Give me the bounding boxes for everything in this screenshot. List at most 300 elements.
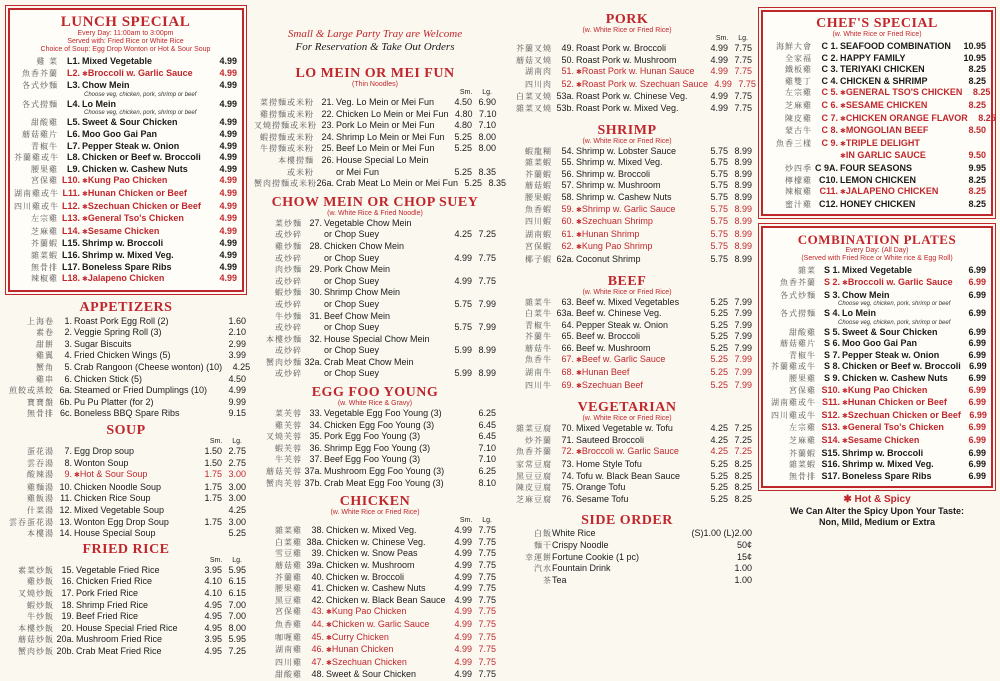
price-small: 5.25: [710, 470, 728, 481]
item-price: 8.50: [968, 125, 986, 136]
chinese-name: 蝦芙蓉: [275, 443, 302, 453]
item-name: Crab Meat Lo Mein or Mei Fun: [336, 178, 459, 189]
item-code: 25.: [321, 143, 334, 154]
item-name: Veggie Spring Roll (3): [74, 327, 162, 338]
item-code: 52.: [561, 78, 574, 89]
menu-item: [502, 78, 756, 92]
chinese-name: 宮保雞: [275, 607, 302, 617]
menu-item: [768, 327, 986, 339]
soup-size-header: [6, 438, 246, 446]
item-code: 51.: [561, 66, 574, 77]
spicy-icon: ✱: [326, 634, 332, 642]
lunch-sub-soup: Choice of Soup: Egg Drop Wonton or Hot & Sour Soup: [40, 46, 211, 53]
chinese-name: 蘑菇雞片: [22, 129, 58, 139]
item-code: 39a.: [306, 560, 324, 570]
price-small: 5.25: [710, 331, 728, 342]
menu-item: [6, 339, 246, 351]
menu-item: [6, 458, 246, 470]
item-price: 6.45: [478, 431, 496, 442]
price-small: 1.75: [204, 493, 222, 504]
chinese-name: 雜菜蝦: [31, 250, 58, 260]
price-small: 4.99: [454, 252, 472, 263]
item-code: C 9.: [821, 137, 838, 148]
menu-item: [254, 560, 496, 572]
menu-item: [254, 595, 496, 607]
menu-item: [768, 53, 986, 65]
price-large: 7.99: [734, 354, 752, 365]
chinese-name: 陳皮雞: [785, 113, 812, 123]
item-code: 8.: [64, 457, 72, 468]
spicy-icon: ✱: [840, 90, 846, 98]
price-large: 7.99: [734, 342, 752, 353]
item-name: Chicken Noodle Soup: [74, 481, 162, 492]
item-name: Pork Egg Foo Young (3): [324, 431, 421, 442]
chinese-name: 蟹肉撈麵或米粉: [254, 179, 317, 189]
menu-item: [502, 192, 752, 204]
menu-item: [6, 408, 246, 420]
price-large: 7.75: [734, 43, 752, 53]
item-name: Szechuan Beef: [581, 379, 643, 390]
item-name: House Special Chow Mein: [324, 333, 430, 344]
chefs-special-title: CHEF'S SPECIAL: [816, 16, 938, 31]
item-name: Beef Lo Mein or Mei Fun: [336, 143, 435, 154]
menu-item: [768, 125, 986, 138]
chinese-name: 蝦龍糊: [525, 146, 552, 156]
price-large: 7.75: [734, 66, 752, 77]
price-large: 8.99: [734, 253, 752, 264]
menu-item: [768, 422, 986, 435]
item-code: C 7.: [821, 112, 838, 123]
spicy-icon: ✱: [326, 659, 332, 667]
menu-item: [254, 311, 496, 323]
item-code: 38a.: [306, 536, 324, 547]
price-small: 4.99: [454, 536, 472, 547]
item-code: S 7.: [823, 349, 840, 360]
menu-item: [6, 646, 246, 658]
item-price: 9.50: [968, 150, 986, 161]
item-price: 6.99: [968, 384, 986, 395]
spicy-icon: ✱: [842, 412, 848, 420]
item-code: 21.: [321, 97, 334, 107]
chinese-name: 雜菜蝦: [525, 158, 552, 168]
item-name: CHICKEN & SHRIMP: [840, 75, 928, 86]
shrimp-title: SHRIMP: [597, 122, 657, 138]
price-small: 4.99: [454, 669, 472, 680]
price-small: 4.99: [710, 91, 728, 102]
chinese-name: 海鮮大會: [776, 42, 812, 51]
item-name: General Tso's Chicken: [87, 213, 184, 224]
menu-item: [502, 528, 752, 540]
item-name: Shrimp Egg Foo Young (3): [324, 442, 431, 453]
item-name: Beef w. Chinese Veg.: [576, 308, 662, 319]
chinese-name: 腰果雞: [275, 584, 302, 594]
price-small: 5.25: [710, 354, 728, 365]
item-price: 50¢: [736, 540, 752, 550]
chinese-name: 雞翼: [36, 351, 54, 361]
spicy-icon: ✱: [82, 190, 88, 198]
item-name: Shrimp w. Broccoli: [842, 447, 924, 458]
item-name: Sesame Tofu: [576, 493, 629, 504]
item-code: 55.: [561, 157, 574, 168]
chinese-name: 各式撈麵: [22, 99, 58, 109]
item-price: 4.99: [219, 128, 237, 139]
price-large: 3.00: [228, 516, 246, 527]
item-name: Crispy Noodle: [552, 540, 609, 550]
chinese-name: 宮保蝦: [525, 242, 552, 252]
item-code: 31.: [309, 310, 322, 321]
spicy-icon: ✱: [576, 81, 582, 89]
item-code: S 3.: [823, 289, 840, 300]
price-small: 5.25: [710, 319, 728, 330]
chinese-name: 雞芙蓉: [275, 420, 302, 430]
price-large: 7.10: [478, 120, 496, 131]
item-code: 45.: [311, 631, 324, 642]
item-note: Choose veg, chicken, pork, shrimp or beef: [84, 91, 197, 98]
item-code: 29.: [309, 264, 322, 275]
item-price: 3.99: [228, 350, 246, 361]
item-name: Hunan Chicken or Beef: [847, 397, 947, 408]
item-price: 6.25: [478, 466, 496, 477]
chinese-name: 咖喱雞: [275, 632, 302, 642]
lo-mein-lg-label: Lg.: [482, 89, 492, 96]
chinese-name: 各式炒麵: [22, 81, 58, 91]
chinese-name: 芥蘭雞: [275, 572, 302, 582]
item-code: 57.: [561, 180, 574, 191]
menu-item: [254, 606, 496, 619]
item-name: Pork Lo Mein or Mei Fun: [336, 120, 435, 131]
item-name: Shrimp Fried Rice: [76, 599, 149, 610]
chinese-name: 煎餃或蒸餃: [9, 386, 54, 396]
chinese-name: 魚香三樣: [776, 138, 812, 148]
item-name: Shrimp w. Mixed Veg.: [576, 157, 663, 168]
price-large: 3.00: [228, 469, 246, 480]
item-price: 8.25: [968, 99, 986, 110]
menu-item: [254, 264, 496, 276]
item-code: 67.: [561, 354, 574, 365]
item-name: or Chop Suey: [324, 322, 380, 333]
item-name: Chicken w. Cashew Nuts: [326, 583, 426, 594]
shrimp-list: [502, 146, 752, 266]
item-price: 6.99: [968, 338, 986, 349]
item-code: S14.: [821, 435, 840, 446]
menu-item: [254, 253, 496, 265]
menu-item: [502, 180, 752, 192]
chinese-name: 或炒碎: [275, 230, 302, 240]
chinese-name: 本樓湯: [27, 529, 54, 539]
chinese-name: 蘑菇雞片: [780, 339, 816, 349]
chinese-name: 炒四季: [785, 163, 812, 173]
item-price: 4.99: [219, 175, 237, 186]
item-code: S 5.: [823, 326, 840, 337]
item-name: or Chop Suey: [324, 275, 380, 286]
hot-spicy-label: Hot & Spicy: [854, 494, 911, 506]
item-name: Chicken w. Black Bean Sauce: [326, 594, 446, 605]
price-large: 7.75: [478, 536, 496, 547]
item-code: 20.: [61, 622, 74, 633]
item-code: 1.: [64, 315, 72, 326]
item-price: 4.99: [228, 385, 246, 396]
menu-item: [14, 141, 237, 153]
chinese-name: 雞炒麵: [275, 241, 302, 251]
spicy-icon: ✱: [840, 189, 846, 197]
menu-item: [768, 199, 986, 211]
menu-item: [254, 334, 496, 346]
spicy-icon: ✱: [840, 115, 846, 123]
menu-item: [502, 308, 752, 320]
chinese-name: 素卷: [36, 328, 54, 338]
item-name: Mushroom Egg Foo Young (3): [324, 466, 445, 477]
menu-item: [768, 41, 986, 53]
spicy-icon: ✱: [326, 609, 332, 617]
item-name: Mushroom Fried Rice: [76, 634, 163, 645]
menu-item: [254, 478, 496, 490]
price-small: 4.25: [710, 423, 728, 434]
item-code: C 4.: [821, 75, 838, 86]
price-small: 5.75: [710, 145, 728, 156]
price-small: 4.25: [454, 229, 472, 240]
item-code: 40.: [311, 571, 324, 582]
item-code: L18.: [61, 273, 80, 284]
price-large: 7.75: [734, 91, 752, 102]
chefs-special-box: [761, 10, 996, 216]
menu-item: [254, 276, 496, 288]
menu-item: [14, 117, 237, 129]
chinese-name: 左宗雞: [31, 214, 58, 224]
menu-item: [502, 423, 752, 435]
chinese-name: 蘑菇蝦: [525, 181, 552, 191]
spicy-icon: ✱: [842, 438, 848, 446]
chinese-name: 雞麵湯: [27, 482, 54, 492]
fried-rice-lg-label: Lg.: [232, 556, 242, 564]
chinese-name: 芝麻豆腐: [516, 494, 552, 504]
menu-item: [768, 308, 986, 320]
menu-item: [768, 64, 986, 76]
lo-mein-size-header: [254, 89, 496, 97]
chinese-name: 湖南雞或牛: [14, 188, 59, 198]
price-large: 8.99: [734, 203, 752, 214]
chefs-special-list: [768, 41, 996, 210]
menu-item: [14, 68, 237, 81]
price-large: 7.75: [478, 669, 496, 680]
price-large: 8.99: [734, 180, 752, 191]
item-code: C 9A.: [814, 162, 838, 173]
chinese-name: 蝦撈麵或米粉: [260, 132, 314, 142]
item-name: Mixed Vegetable: [842, 265, 913, 276]
chinese-name: 牛撈麵或米粉: [260, 144, 314, 154]
spicy-note-line2: Non, Mild, Medium or Extra: [818, 517, 935, 528]
chinese-name: 青椒牛: [31, 141, 58, 151]
item-name: Beef w. Mushroom: [576, 342, 651, 353]
menu-item: [502, 43, 752, 55]
menu-item: [502, 157, 752, 169]
spicy-icon: ✱: [576, 69, 582, 77]
price-large: 8.99: [734, 216, 752, 227]
item-code: S 9.: [823, 373, 840, 384]
chinese-name: 或炒碎: [275, 276, 302, 286]
combination-plates-title: COMBINATION PLATES: [797, 232, 957, 248]
item-price: 7.10: [478, 454, 496, 465]
chinese-name: 蛋花湯: [27, 447, 54, 457]
item-price: 6.99: [968, 308, 986, 319]
chinese-name: 辣椒雞: [785, 187, 812, 197]
menu-item: [6, 611, 246, 623]
menu-item: [14, 201, 237, 214]
menu-item: [768, 385, 986, 398]
item-code: L3.: [66, 80, 80, 91]
item-code: 26.: [321, 154, 334, 165]
item-code: 30.: [309, 287, 322, 298]
item-name: Fortune Cookie (1 pc): [552, 551, 640, 562]
chinese-name: 陳皮豆腐: [516, 483, 552, 493]
chinese-name: 檸檬雞: [785, 175, 812, 185]
menu-item: [502, 343, 752, 355]
pepper-icon: ✱: [843, 494, 852, 506]
menu-item: [502, 204, 752, 217]
pork-size-header: [502, 35, 752, 43]
menu-item: [254, 143, 496, 155]
menu-item: [768, 112, 996, 126]
item-code: 22.: [321, 108, 334, 119]
item-name: Crab Rangoon (Cheese wonton) (10): [74, 362, 223, 373]
item-code: 3.: [64, 338, 72, 349]
item-price: 6.99: [968, 459, 986, 470]
item-code: 6.: [64, 373, 72, 384]
chinese-name: 左宗雞: [785, 88, 812, 98]
price-large: 7.75: [478, 656, 496, 667]
price-small: 5.75: [454, 322, 472, 333]
fried-rice-sm-label: Sm.: [209, 556, 223, 564]
item-price: 8.25: [968, 198, 986, 209]
item-price: 6.99: [968, 289, 986, 300]
item-code: 26a.: [316, 178, 334, 189]
item-price: 8.25: [968, 75, 986, 86]
chinese-name: 無骨排: [789, 471, 816, 481]
price-large: 8.99: [734, 157, 752, 168]
menu-item: [254, 229, 496, 241]
lo-mein-list: [254, 97, 507, 190]
chinese-name: 本樓炒飯: [18, 623, 54, 633]
item-price: 4.99: [219, 200, 237, 211]
item-price: 9.15: [228, 408, 246, 419]
price-small: 4.99: [454, 618, 472, 629]
chinese-name: 黑豆豆腐: [516, 471, 552, 481]
item-name: Broccoli w. Garlic Sauce: [581, 446, 679, 457]
item-name: Sugar Biscuits: [74, 338, 132, 349]
chow-mein-title: CHOW MEIN OR CHOP SUEY: [271, 194, 479, 210]
item-name: Chicken Fried Rice: [76, 576, 153, 587]
menu-item: [502, 482, 752, 494]
chinese-name: 本樓炒麵: [266, 334, 302, 344]
item-name: or Mei Fun: [336, 166, 380, 177]
item-code: 35.: [309, 431, 322, 442]
item-name: Roast Pork w. Broccoli: [576, 43, 667, 53]
item-price: 4.99: [219, 187, 237, 198]
menu-item: [502, 367, 752, 380]
menu-item: [14, 80, 237, 92]
item-name: Sweet & Sour Chicken: [326, 669, 417, 680]
menu-item: [6, 385, 246, 397]
chinese-name: 蒙古牛: [785, 126, 812, 136]
menu-item: [502, 354, 752, 367]
item-code: 53b.: [556, 102, 574, 113]
price-small: 4.25: [710, 434, 728, 445]
item-code: L13.: [61, 213, 80, 224]
chinese-name: 菜芙蓉: [275, 409, 302, 419]
price-large: 7.99: [734, 319, 752, 330]
chinese-name: 蟹肉炒麵: [266, 357, 302, 367]
price-large: 7.75: [478, 525, 496, 536]
menu-item: [14, 56, 237, 68]
price-small: 4.99: [454, 525, 472, 536]
price-large: 7.75: [478, 548, 496, 559]
item-name: FOUR SEASONS: [840, 162, 913, 173]
price-small: 4.95: [204, 622, 222, 633]
item-code: S13.: [821, 422, 840, 433]
item-name: Mixed Vegetable Soup: [74, 505, 165, 515]
item-name: Chicken Lo Mein or Mei Fun: [336, 108, 449, 119]
item-price: 6.99: [968, 397, 986, 408]
item-code: L14.: [61, 225, 80, 236]
item-name: Hunan Beef: [581, 367, 630, 378]
price-small: 5.25: [710, 482, 728, 493]
menu-item: [502, 494, 752, 506]
chinese-name: 左宗雞: [789, 423, 816, 433]
lo-mein-title: LO MEIN OR MEI FUN: [295, 66, 455, 81]
item-name: Kung Pao Chicken: [847, 384, 928, 395]
menu-item: [254, 155, 496, 167]
menu-item: [502, 66, 752, 79]
item-code: 37b.: [304, 477, 322, 488]
item-price: 4.99: [219, 213, 237, 224]
item-name: CHICKEN ORANGE FLAVOR: [845, 112, 968, 123]
spicy-icon: ✱: [82, 178, 88, 186]
item-price: 8.25: [978, 112, 996, 123]
spicy-icon: ✱: [576, 231, 582, 239]
price-large: 7.99: [478, 322, 496, 333]
chinese-name: 魚香芥蘭: [516, 447, 552, 457]
chinese-name: 湖南雞或牛: [771, 398, 816, 408]
chinese-name: 蜜汁雞: [785, 199, 812, 209]
chinese-name: 雞雙丁: [785, 76, 812, 86]
item-code: 15.: [61, 564, 74, 575]
price-large: 8.25: [734, 482, 752, 493]
price-small: 5.99: [454, 368, 472, 379]
price-small: 5.75: [710, 180, 728, 191]
item-name: Home Style Tofu: [576, 459, 642, 470]
price-small: 4.99: [710, 43, 728, 53]
item-name: MONGOLIAN BEEF: [845, 125, 929, 136]
item-name: Chicken w. Cashew Nuts: [82, 163, 188, 174]
item-code: 63.: [561, 296, 574, 307]
item-name: Egg Drop soup: [74, 446, 135, 457]
chinese-name: 或炒碎: [275, 299, 302, 309]
menu-item: [14, 238, 237, 250]
chinese-name: 雞 菜: [36, 57, 58, 66]
item-price: 8.10: [478, 477, 496, 488]
price-large: 6.15: [228, 587, 246, 598]
chinese-name: 腰果雞: [31, 164, 58, 174]
price-small: 4.99: [454, 631, 472, 642]
item-code: 74.: [561, 470, 574, 481]
chinese-name: 蘑菇雞: [275, 561, 302, 570]
menu-item: [14, 164, 237, 176]
chinese-name: 酸辣湯: [27, 470, 54, 480]
price-large: 7.75: [478, 583, 496, 594]
column-3: [502, 6, 756, 586]
item-code: 6b.: [59, 396, 72, 407]
chinese-name: 湖南蝦: [525, 229, 552, 239]
menu-item: [502, 471, 752, 483]
